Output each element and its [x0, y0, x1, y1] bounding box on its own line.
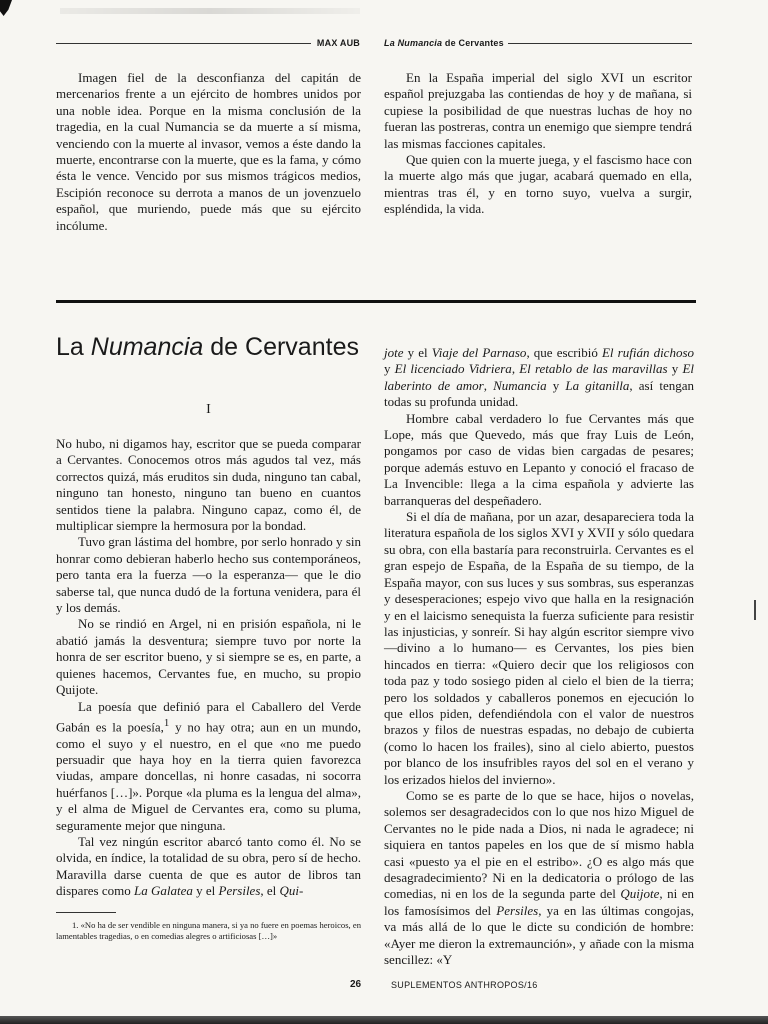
intro-right-paragraph-1: En la España imperial del siglo XVI un escritor español prejuzgaba las contiendas de hoy y de mañana, si cupiese la posibilidad de que nuestras luchas de hoy no fueran las postreras, contra un enemigo que siempre tendrá las mismas facciones capitales.: [384, 70, 692, 151]
r4-text-after: , ya en las últimas congojas, va más allá de lo que le dicte su condición de hombre: «Ayer me dieron la extremaunción», y añade con la misma sencillez: «Y: [384, 902, 695, 968]
article-paragraph-2: Tuvo gran lástima del hombre, por serlo honrado y sin honrar como debieran haberlo hecho sus contemporáneos, pero tanta era la fuerza —o la esperanza— que le dio saberse tal, que nunca dudó de la fortuna venidera, para él y los demás.: [56, 534, 361, 616]
r1-text-e: y: [667, 361, 683, 377]
header-rule-right: [508, 43, 692, 44]
article-right-paragraph-3: Si el día de mañana, por un azar, desapareciera toda la literatura española de los siglos XVI y XVII y sólo quedara su obra, con ella bastaría para reconstruirla. Cervantes es el gran espejo de España, de la España de su tiempo, de la España mayor, con sus luces y sus sombras, sus esperanzas y desesperaciones; espejo vivo que halla en la resignación y en el laicismo senequista la fuerza suficiente para resistir las injusticias, y sonreír. Si hay algún escritor siempre vivo —divino a lo humano— es Cervantes, los pies bien hincados en tierra: «Quiero decir que los religiosos con toda paz y todo sosiego piden al cielo el bien de la tierra; pero los soldados y caballeros ponemos en ejecución lo que ellos piden, defendiéndola con el valor de nuestros brazos y filos de nuestras espadas, no debajo de cubierta (como lo hacen los frailes), sino al cielo abierto, puestos por blanco de los insufribles rayos del sol en el verano y los erizados hielos del invierno».: [384, 509, 694, 787]
article-title: [56, 333, 359, 362]
work-title-gitanilla: La gitanilla: [565, 377, 630, 393]
r1-text-b: , que escribió: [526, 345, 602, 360]
page-number: 26: [350, 979, 362, 990]
running-header-left: [56, 38, 360, 48]
r1-text-f: ,: [483, 377, 494, 393]
r1-text-d: ,: [511, 361, 520, 377]
intro-right-paragraph-2: Que quien con la muerte juega, y el fascismo hace con la muerte algo más que jugar, acabará quemado en ella, mientras tras él, y en torno suyo, vuelva a surgir, espléndida, la vida.: [384, 152, 692, 217]
work-title-laberinto: El laberinto de amor: [384, 361, 694, 393]
work-title-quijote: Quijote: [620, 886, 660, 902]
p4-after: y no hay otra; aun en un mundo, como el suyo y el nuestro, en el que «no me puedo persuadir que haya hoy en la tierra quien favorezca viudas, ampare doncellas, ni honre casadas, ni socorra huérfanos […]». Porque «la pluma es la lengua del alma», y el alma de Miguel de Cervantes era, como su pluma, seguramente mejor que ninguna.: [56, 719, 361, 833]
r1-text-c: y: [384, 361, 395, 377]
intro-left-column: [56, 70, 361, 234]
r1-text-h: , así tengan todas su profunda unidad.: [384, 377, 695, 410]
work-title-persiles: Persiles: [218, 883, 261, 899]
header-rule-left: [56, 43, 311, 44]
footnote: 1. «No ha de ser vendible en ninguna manera, si ya no fuere en poemas heroicos, en lamentables tragedias, o en comedias alegres o artificiosas […]»: [56, 920, 361, 941]
scan-bottom-band: [0, 1016, 768, 1024]
r4-text-before: Como se es parte de lo que se hace, hijos o novelas, solemos ser desagradecidos con lo que nos hizo Miguel de Cervantes no le pide nada a Dios, ni nada le agradece; ni siquiera en tantos papeles en los que de sí mismo habla casi «puesto ya el pie en el estribo». ¿O es algo más que desagradecimiento? Ni en la dedicatoria o prólogo de las comedias, ni en los de la segunda parte del: [384, 787, 694, 902]
article-right-column: [384, 345, 694, 968]
header-title-rest: de Cervantes: [442, 38, 504, 48]
section-number: I: [206, 402, 211, 417]
intro-left-paragraph: Imagen fiel de la desconfianza del capitán de mercenarios frente a un ejército de hombres unidos por una noble idea. Porque en la misma conclusión de la tragedia, en la cual Numancia se da muerte a sí misma, venciendo con la muerte al invasor, vemos a éste dando la muerte, encontrarse con la muerte, que es la fama, y cómo ésta le vence. Vencido por sus mismos trágicos medios, Escipión reconoce su derrota a manos de un jovenzuelo español, que muriendo, puede más que su ejército incólume.: [56, 70, 361, 233]
p4-before: La poesía que definió para el Caballero del Verde Gabán es la poesía,: [56, 698, 361, 735]
title-italic: Numancia: [90, 333, 204, 361]
scan-edge-mark: [754, 600, 756, 620]
r1-text-g: y: [546, 377, 566, 393]
scan-smudge: [60, 8, 360, 14]
r4-text-mid: , ni en los famosísimos del: [384, 886, 694, 918]
p5-and: y el: [192, 883, 219, 899]
footnote-rule: [56, 912, 116, 913]
title-end: de Cervantes: [203, 333, 359, 361]
work-title-vidriera: El licenciado Vidriera: [394, 361, 512, 377]
work-title-viaje: Viaje del Parnaso: [431, 345, 527, 360]
running-header-right: [384, 38, 692, 48]
article-right-paragraph-2: Hombre cabal verdadero lo fue Cervantes más que Lope, más que Quevedo, más que fray Luis de León, pongamos por caso de vidas bien cargadas de pesares; porque además estuvo en Lepanto y conoció el fracaso de La Invencible: llega a la cima española y advierte las barranqueras del despeñadero.: [384, 410, 694, 508]
header-section-title: [384, 38, 504, 48]
article-paragraph-3: No se rindió en Argel, ni en prisión española, ni le abatió jamás la desventura; siempre tuvo por norte la honra de ser escritor bueno, y si siempre se es, en parte, a quienes hacemos, Cervantes fue, en mucho, su propio Quijote.: [56, 616, 361, 698]
p5-comma: , el: [260, 883, 280, 899]
header-author: MAX AUB: [316, 38, 360, 48]
scan-corner-mark: [0, 0, 12, 16]
journal-name: SUPLEMENTOS ANTHROPOS/16: [391, 980, 538, 990]
work-title-galatea: La Galatea: [133, 883, 193, 899]
article-left-column: [56, 436, 361, 900]
work-title-numancia: Numancia: [493, 377, 547, 393]
work-title-rufian: El rufián dichoso: [601, 345, 695, 360]
article-paragraph-5: [56, 834, 361, 900]
work-title-quijote-end: jote: [384, 345, 404, 360]
work-title-retablo: El retablo de las maravillas: [519, 361, 668, 377]
p5-text: Tal vez ningún escritor abarcó tanto como él. No se olvida, en índice, la totalidad de su obra, pero sí de hecho. Maravilla darse cuenta de que es autor de libros tan dispares como: [56, 834, 361, 899]
article-right-paragraph-1: [384, 345, 694, 411]
article-right-paragraph-4: [384, 788, 694, 968]
footnote-ref[interactable]: 1: [163, 716, 170, 729]
section-divider: [56, 300, 696, 303]
article-paragraph-4: [56, 699, 361, 835]
r1-text-a: y el: [403, 345, 432, 360]
work-title-quijote-start: Qui-: [279, 883, 304, 899]
header-title-italic: La Numancia: [384, 38, 443, 48]
title-start: La: [56, 333, 91, 361]
work-title-persiles-2: Persiles: [496, 902, 539, 918]
article-paragraph-1: No hubo, ni digamos hay, escritor que se pueda comparar a Cervantes. Conocemos otros más agudos tal vez, más correctos quizá, más eruditos sin duda, ninguno tan cabal, ninguno tan honesto, ninguno tan bueno en cuantos sentidos tiene la palabra. Ninguno capaz, como él, de multiplicar siempre la hermosura por la bondad.: [56, 436, 361, 534]
intro-right-column: [384, 70, 692, 218]
